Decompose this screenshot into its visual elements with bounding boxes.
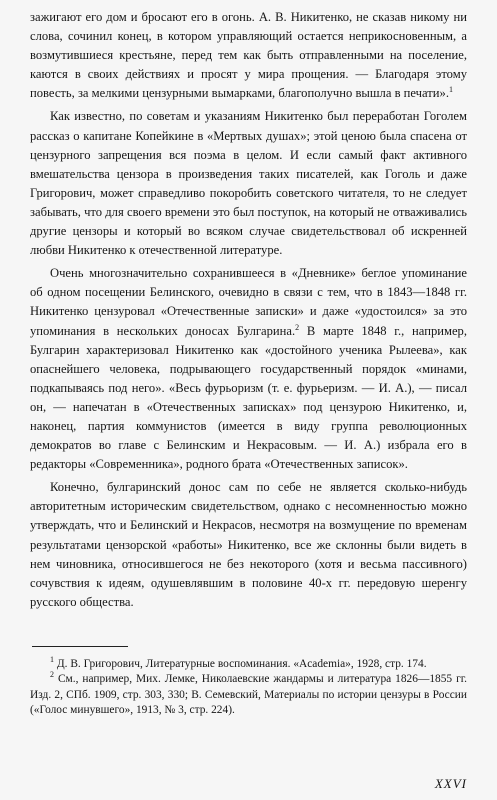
footnote-1 [30,657,467,672]
paragraph-3-text-a: Очень многозначительно сохранившееся в «Дневнике» беглое упоминание об одном посещении Белинского, очевидно в связи с тем, что в 1843—1848 гг. Никитенко цензуровал «Отечественные записки» и даже «удостоился» за это упоминания в нескольких доносах Булгарина. [30,266,467,338]
footnote-ref-2: 2 [295,322,300,332]
footnote-2-mark: 2 [50,670,54,680]
footnote-2 [30,672,467,718]
page-number: XXVI [434,776,467,791]
footnote-1-mark: 1 [50,655,54,665]
footnote-2-text: См., например, Мих. Лемке, Николаевские жандармы и литература 1826—1855 гг. Изд. 2, СПб. 1909, стр. 303, 330; В. Семевский, Материалы по истории цензуры в России («Голос минувшего», 1913, № 3, стр. 224). [30,673,467,716]
paragraph-4: Конечно, булгаринский донос сам по себе не является сколько-нибудь авторитетным историческим свидетельством, однако с несомненностью можно утверждать, что и Белинский и Некрасов, несмотря на возмущение по временам результатами цензорской «работы» Никитенко, все же склонны были видеть в нем чиновника, относившегося не без некоторого (хотя и весьма пассивного) сочувствия к идеям, одушевлявшим в половине 40-х гг. передовую шеренгу русского общества. [30,480,467,609]
paragraph-1 [30,8,467,103]
footnote-ref-1: 1 [448,85,453,95]
paragraph-1-text: зажигают его дом и бросают его в огонь. А. В. Никитенко, не сказав никому ни слова, сочинил конец, в котором управляющий остается неприкосновенным, а возмутившиеся крестьяне, перед тем как быть отправленными на поселение, каются в своих действиях и просят у мира прощения. — Благодаря этому повесть, за мелкими цензурными вымарками, благополучно вышла в печати». [30,10,467,101]
paragraph-3 [30,264,467,474]
footnote-1-text: Д. В. Григорович, Литературные воспоминания. «Academia», 1928, стр. 174. [56,657,427,670]
paragraph-2: Как известно, по советам и указаниям Никитенко был переработан Гоголем рассказ о капитане Копейкине в «Мертвых душах»; этой ценою была спасена от цензурного запрещения вся поэма в целом. И если самый факт активного вмешательства цензора в произведения таких писателей, как Гоголь и даже Григорович, может справедливо покоробить советского читателя, то не следует забывать, что для своего времени это был поступок, на который не отваживались другие цензоры и который во всяком случае свидетельствовал об искренней любви Никитенко к отечественной литературе. [30,109,467,258]
paragraph-3-text-b: В марте 1848 г., например, Булгарин характеризовал Никитенко как «достойного ученика Рылеева», как опаснейшего человека, подрывающего государственный порядок «минами, подкапываясь под него». «Весь фурьоризм (т. е. фурьеризм. — И. А.), — писал он, — напечатан в «Отечественных записках» под цензурою Никитенко, и, наконец, партия коммунистов (имеется в виду группа революционных демократов во главе с Белинским и Некрасовым. — И. А.) избрала его в редакторы «Современника», родного брата «Отечественных записок». [30,323,467,472]
footnote-divider [32,646,128,647]
